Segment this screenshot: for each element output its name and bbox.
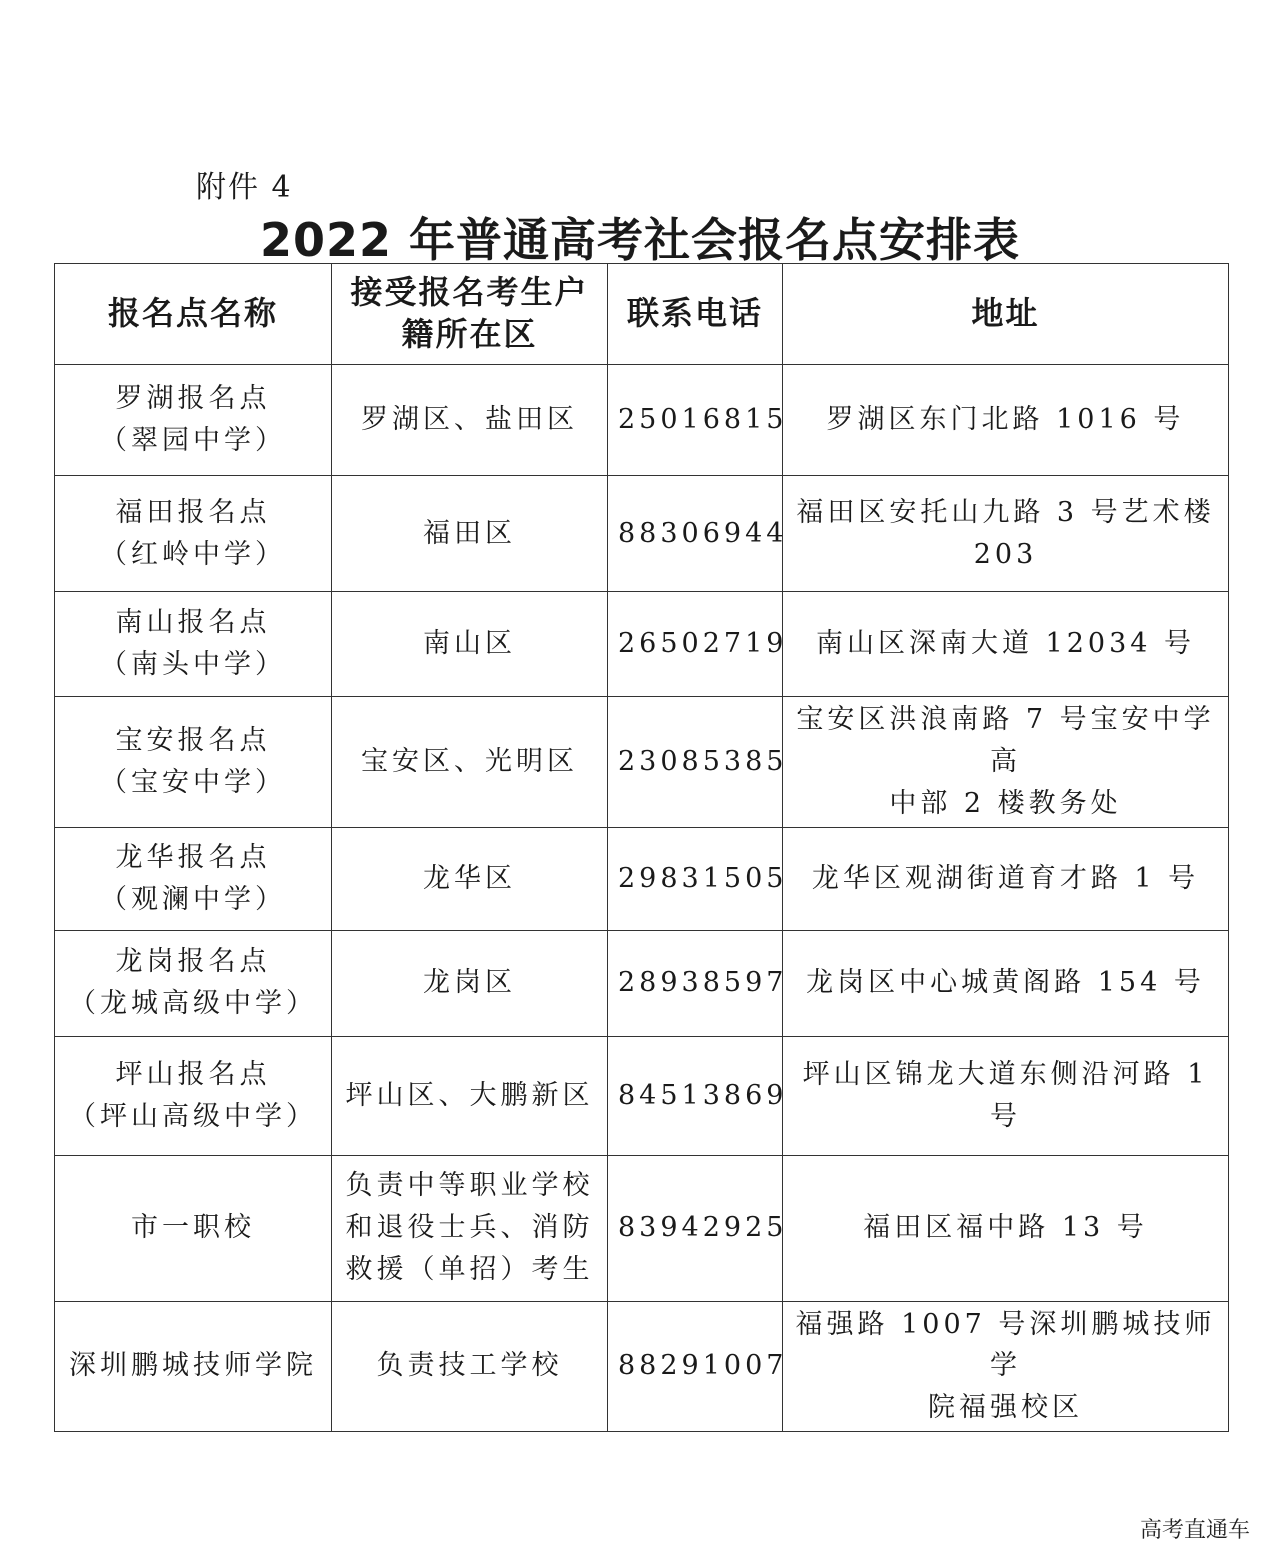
table-row [55, 827, 1229, 930]
cell-text-line: 29831505 [618, 862, 788, 894]
phone-cell [608, 1301, 788, 1432]
phone-cell [608, 827, 788, 930]
cell-text-line: 南山区 [423, 628, 516, 660]
cell-text-line: 龙岗区 [423, 967, 516, 999]
cell-text-line: 宝安区洪浪南路 7 号宝安中学高 [796, 704, 1215, 777]
header-districts [332, 264, 608, 365]
phone-cell [608, 592, 788, 697]
document-title: 2022 年普通高考社会报名点安排表 [259, 213, 1021, 267]
districts-cell [332, 1301, 608, 1432]
address-cell [783, 827, 1229, 930]
table-row [55, 476, 1229, 592]
site-name-cell [55, 697, 332, 828]
table-header-row [55, 264, 1229, 365]
cell-text-line: 福田报名点 [115, 496, 271, 528]
cell-text-line: 罗湖区东门北路 1016 号 [826, 404, 1185, 436]
cell-text-line: 市一职校 [131, 1212, 255, 1244]
cell-text-line: 福田区 [423, 517, 516, 549]
table-row [55, 592, 1229, 697]
cell-text-line: 福田区福中路 13 号 [863, 1212, 1148, 1244]
cell-text-line: 28938597 [618, 967, 788, 999]
cell-text-line: 南山区深南大道 12034 号 [815, 628, 1196, 660]
districts-cell [332, 1036, 608, 1155]
cell-text-line: 25016815 [618, 404, 788, 436]
site-name-cell [55, 365, 332, 476]
site-name-cell [55, 592, 332, 697]
phone-cell [608, 1155, 788, 1301]
address-cell [783, 1301, 1229, 1432]
registration-schedule-table [54, 263, 1229, 1432]
cell-text-line: （南头中学） [100, 649, 286, 680]
cell-text-line: 中部 2 楼教务处 [889, 787, 1122, 819]
cell-text-line: 龙华报名点 [115, 841, 271, 873]
districts-cell [332, 365, 608, 476]
address-cell [783, 930, 1229, 1036]
cell-text-line: 报名点名称 [107, 294, 278, 333]
cell-text-line: 南山报名点 [115, 607, 271, 639]
cell-text-line: （坪山高级中学） [69, 1100, 317, 1132]
cell-text-line: 83942925 [618, 1212, 788, 1244]
cell-text-line: 203 [973, 538, 1038, 570]
cell-text-line: 福强路 1007 号深圳鹏城技师学 [795, 1308, 1216, 1382]
table-row [55, 1036, 1229, 1155]
cell-text-line: （观澜中学） [100, 883, 286, 915]
cell-text-line: 院福强校区 [928, 1392, 1083, 1424]
phone-cell [608, 930, 788, 1036]
districts-cell [332, 476, 608, 592]
cell-text-line: （宝安中学） [100, 766, 286, 798]
cell-text-line: 龙岗区中心城黄阁路 154 号 [806, 967, 1205, 999]
cell-text-line: 坪山报名点 [115, 1058, 271, 1090]
cell-text-line: 宝安区、光明区 [361, 745, 578, 777]
cell-text-line: （红岭中学） [100, 538, 286, 570]
districts-cell [332, 592, 608, 697]
cell-text-line: 接受报名考生 [350, 273, 555, 312]
cell-text-line: （翠园中学） [100, 425, 286, 456]
phone-cell [608, 365, 788, 476]
address-cell [783, 476, 1229, 592]
cell-text-line: 84513869 [618, 1079, 788, 1111]
site-name-cell [55, 827, 332, 930]
cell-text-line: 地址 [971, 294, 1040, 333]
cell-text-line: 龙华区观湖街道育才路 1 号 [811, 862, 1200, 894]
cell-text-line: 负责中等职业学校 [345, 1170, 594, 1202]
site-name-cell [55, 1036, 332, 1155]
address-cell [783, 697, 1229, 828]
site-name-cell [55, 1155, 332, 1301]
cell-text-line: 88291007 [618, 1350, 788, 1382]
cell-text-line: 罗湖报名点 [115, 383, 271, 415]
table-row [55, 1301, 1229, 1432]
districts-cell [332, 827, 608, 930]
districts-cell [332, 930, 608, 1036]
districts-cell [332, 697, 608, 828]
site-name-cell [55, 930, 332, 1036]
cell-text-line: 坪山区、大鹏新区 [345, 1079, 594, 1111]
cell-text-line: 坪山区锦龙大道东侧沿河路 1 号 [802, 1058, 1209, 1132]
cell-text-line: 龙岗报名点 [115, 946, 271, 978]
cell-text-line: 福田区安托山九路 3 号艺术楼 [796, 496, 1215, 528]
cell-text-line: 和退役士兵、消防 [345, 1212, 594, 1244]
cell-text-line: 负责技工学校 [376, 1350, 563, 1382]
table-row [55, 930, 1229, 1036]
watermark-text: 高考直通车 [1139, 1518, 1250, 1543]
table-row [55, 365, 1229, 476]
cell-text-line: 宝安报名点 [115, 724, 271, 756]
phone-cell [608, 1036, 788, 1155]
address-cell [783, 365, 1229, 476]
address-cell [783, 1036, 1229, 1155]
phone-cell [608, 476, 788, 592]
cell-text-line: 罗湖区、盐田区 [361, 404, 578, 436]
cell-text-line: 联系电话 [626, 294, 763, 333]
header-address [783, 264, 1229, 365]
header-site-name [55, 264, 332, 365]
cell-text-line: 救援（单招）考生 [345, 1253, 594, 1285]
site-name-cell [55, 1301, 332, 1432]
address-cell [783, 1155, 1229, 1301]
table-row [55, 1155, 1229, 1301]
header-phone [608, 264, 783, 365]
cell-text-line: 23085385 [618, 745, 788, 777]
cell-text-line: 深圳鹏城技师学院 [69, 1350, 317, 1382]
attachment-label: 附件 4 [196, 170, 293, 205]
cell-text-line: 户籍所在区 [401, 273, 589, 353]
cell-text-line: 龙华区 [423, 862, 516, 894]
site-name-cell [55, 476, 332, 592]
address-cell [783, 592, 1229, 697]
cell-text-line: 26502719 [618, 628, 788, 660]
cell-text-line: （龙城高级中学） [69, 988, 317, 1020]
cell-text-line: 88306944 [618, 517, 788, 549]
districts-cell [332, 1155, 608, 1301]
phone-cell [608, 697, 788, 828]
table-row [55, 697, 1229, 828]
